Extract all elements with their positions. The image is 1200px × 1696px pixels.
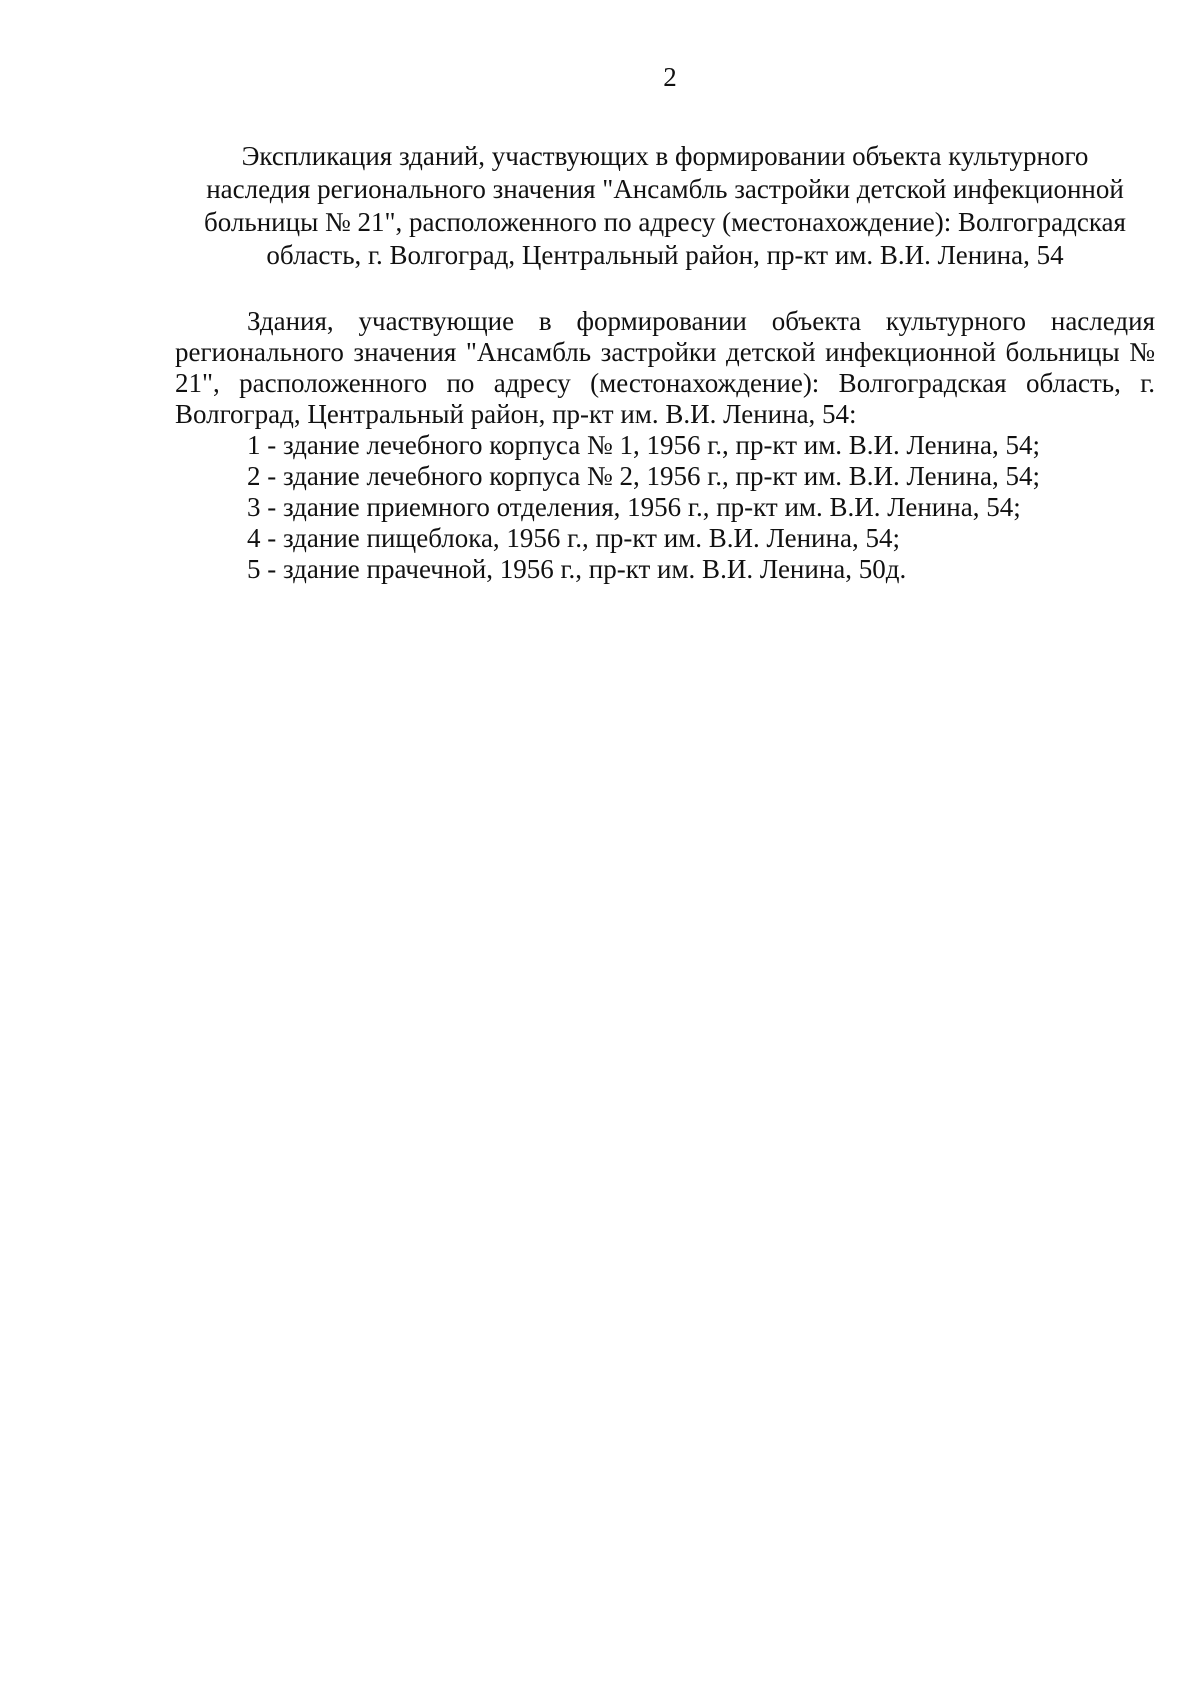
list-item: 5 - здание прачечной, 1956 г., пр-кт им. В.И. Ленина, 50д. bbox=[247, 554, 907, 584]
document-body bbox=[175, 306, 1155, 585]
heading-line: наследия регионального значения "Ансамбль застройки детской инфекционной bbox=[206, 174, 1124, 204]
intro-paragraph: Здания, участвующие в формировании объекта культурного наследия регионального значения "Ансамбль застройки детской инфекционной больницы № 21", расположенного по адресу (местонахождение): Волгоградская область, г. Волгоград, Центральный район, пр-кт им. В.И. Ленина, 54: bbox=[175, 306, 1155, 429]
heading-line: больницы № 21", расположенного по адресу (местонахождение): Волгоградская bbox=[204, 207, 1126, 237]
list-item: 4 - здание пищеблока, 1956 г., пр-кт им. В.И. Ленина, 54; bbox=[247, 523, 900, 553]
heading-line: Экспликация зданий, участвующих в формировании объекта культурного bbox=[241, 141, 1089, 171]
list-item: 2 - здание лечебного корпуса № 2, 1956 г., пр-кт им. В.И. Ленина, 54; bbox=[247, 461, 1040, 491]
heading-line: область, г. Волгоград, Центральный район, пр-кт им. В.И. Ленина, 54 bbox=[266, 240, 1064, 270]
document-heading bbox=[175, 140, 1155, 272]
list-item: 1 - здание лечебного корпуса № 1, 1956 г., пр-кт им. В.И. Ленина, 54; bbox=[247, 430, 1040, 460]
page-number: 2 bbox=[663, 62, 677, 92]
list-item: 3 - здание приемного отделения, 1956 г., пр-кт им. В.И. Ленина, 54; bbox=[247, 492, 1021, 522]
buildings-list bbox=[175, 430, 1155, 585]
